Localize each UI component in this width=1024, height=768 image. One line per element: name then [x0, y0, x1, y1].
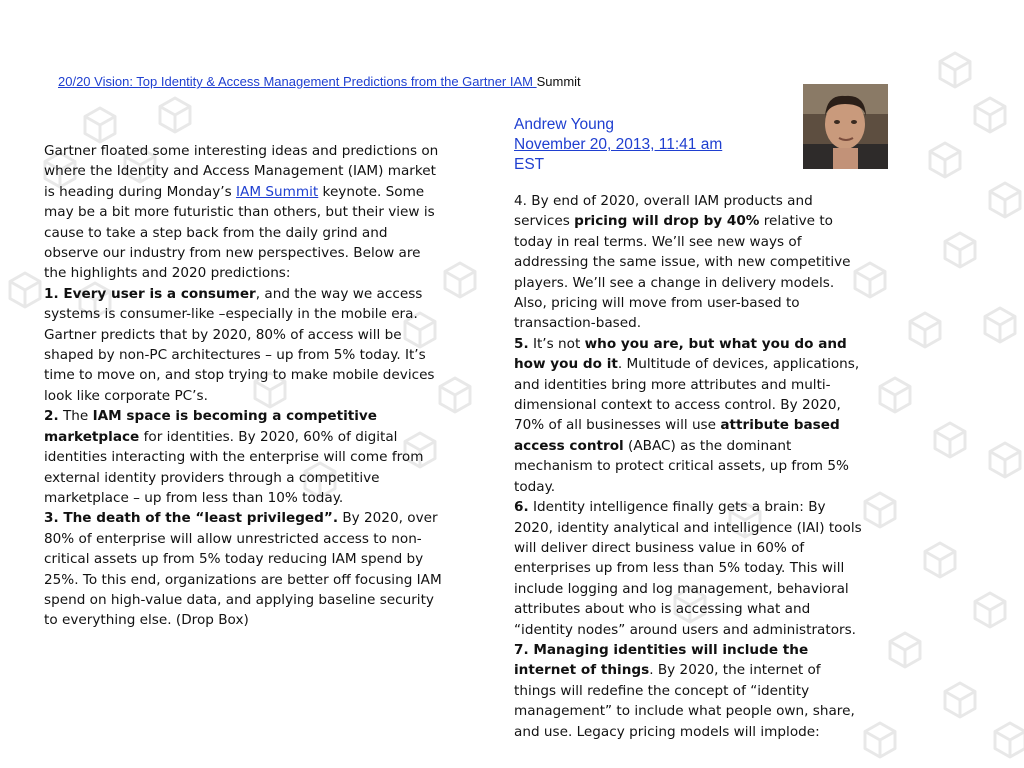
prediction-4: 4. By end of 2020, overall IAM products and services pricing will drop by 40% relative to today in real terms. We’ll see new ways of addressing the same issue, with new competitive players. We’ll see a change in delivery models. Also, pricing will move from user-based to transaction-based.	[514, 193, 851, 332]
page-title	[58, 74, 581, 89]
title-suffix: Summit	[536, 74, 581, 89]
prediction-5: 5. It’s not who you are, but what you do and how you do it. Multitude of devices, applications, and identities bring more attributes and multi-dimensional context to access control. By 2020, 70% of all businesses will use attribute based access control (ABAC) as the dominant mechanism to protect critical assets, up from 5% today.	[514, 335, 860, 495]
iam-summit-link[interactable]: IAM Summit	[236, 183, 319, 200]
author-name[interactable]: Andrew Young	[514, 116, 614, 133]
post-timezone: EST	[514, 156, 545, 173]
title-link[interactable]: 20/20 Vision: Top Identity & Access Management Predictions from the Gartner IAM	[58, 74, 537, 89]
author-byline	[514, 115, 722, 175]
prediction-2: 2. The IAM space is becoming a competitive marketplace for identities. By 2020, 60% of digital identities interacting with the enterprise will come from external identity providers through a competitive marketplace – up from less than 10% today.	[44, 408, 424, 506]
author-avatar	[803, 84, 888, 169]
article-left-column	[44, 141, 446, 631]
prediction-1: 1. Every user is a consumer, and the way we access systems is consumer-like –especially in the mobile era. Gartner predicts that by 2020, 80% of access will be shaped by non-PC architectures – up from 5% today. It’s time to move on, and stop trying to make mobile devices look like corporate PC’s.	[44, 285, 435, 404]
post-date[interactable]: November 20, 2013, 11:41 am	[514, 136, 723, 153]
prediction-3: 3. The death of the “least privileged”. By 2020, over 80% of enterprise will allow unrestricted access to non-critical assets up from 5% today reducing IAM spend by 25%. To this end, organizations are better off focusing IAM spend on high-value data, and applying baseline security to everything else. (Drop Box)	[44, 510, 442, 629]
prediction-7: 7. Managing identities will include the internet of things. By 2020, the internet of things will redefine the concept of “identity management” to include what people own, share, and use. Legacy pricing models will implode:	[514, 641, 855, 740]
article-right-column	[514, 191, 864, 742]
intro-paragraph: Gartner floated some interesting ideas and predictions on where the Identity and Access Management (IAM) market is heading during Monday’s IAM Summit keynote. Some may be a bit more futuristic than others, but their view is cause to take a step back from the daily grind and observe our industry from new perspectives. Below are the highlights and 2020 predictions:	[44, 143, 439, 282]
prediction-6: 6. Identity intelligence finally gets a brain: By 2020, identity analytical and intelligence (IAI) tools will deliver direct business value in 60% of enterprises up from less than 5% today. This will include logging and log management, behavioral attributes about who is accessing what and “identity nodes” around users and administrators.	[514, 499, 862, 638]
